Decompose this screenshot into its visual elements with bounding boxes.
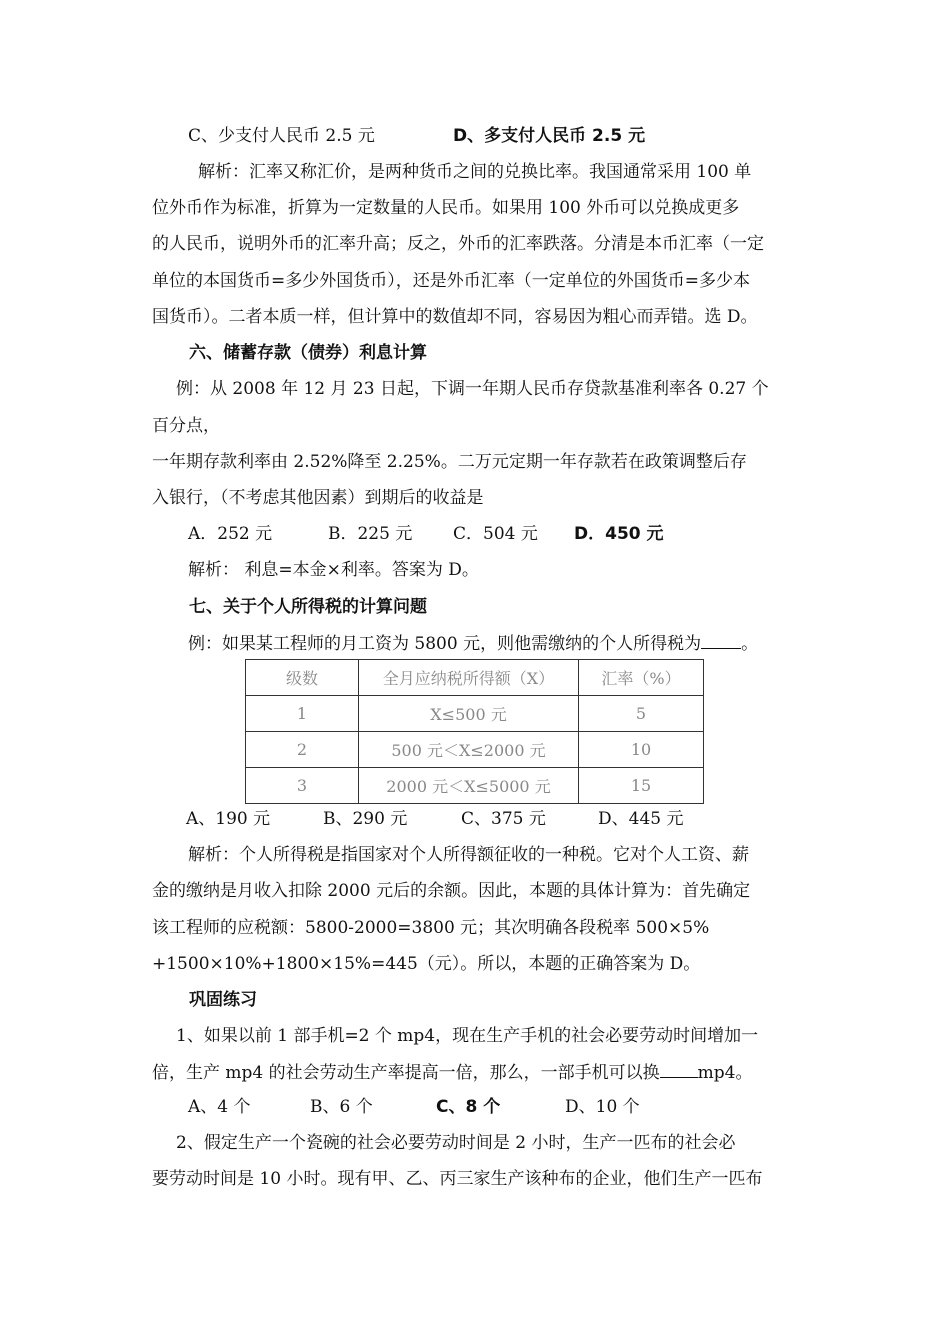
table-cell: 2 [246, 732, 359, 768]
header-cell: 全月应纳税所得额（X） [359, 660, 579, 696]
option-d-answer: D．450 元 [574, 524, 664, 544]
table-row [246, 696, 704, 732]
text-line: 的人民币，说明外币的汇率升高；反之，外币的汇率跌落。分清是本币汇率（一定 [152, 234, 764, 254]
text-line: +1500×10%+1800×15%=445（元）。所以，本题的正确答案为 D。 [152, 954, 701, 974]
text-line: 国货币）。二者本质一样，但计算中的数值却不同，容易因为粗心而弄错。选 D。 [152, 307, 758, 327]
answer-blank [660, 1059, 698, 1078]
table-cell: X≤500 元 [359, 696, 579, 732]
table-cell: 2000 元＜X≤5000 元 [359, 768, 579, 804]
text-line: 例：从 2008 年 12 月 23 日起，下调一年期人民币存贷款基准利率各 0.27 个 [176, 379, 769, 399]
table-row [246, 768, 704, 804]
option-a: A、4 个 [188, 1097, 251, 1117]
text-line: 百分点， [152, 416, 220, 436]
option-d-top: D、多支付人民币 2.5 元 [453, 126, 646, 146]
answer-blank [701, 630, 741, 649]
tax-rate-table [245, 659, 704, 804]
text-line: 解析：个人所得税是指国家对个人所得额征收的一种税。它对个人工资、薪 [188, 845, 749, 865]
text-line: 位外币作为标准，折算为一定数量的人民币。如果用 100 外币可以兑换成更多 [152, 198, 740, 218]
text-line: 一年期存款利率由 2.52%降至 2.25%。二万元定期一年存款若在政策调整后存 [152, 452, 747, 472]
table-row [246, 732, 704, 768]
header-cell: 汇率（%） [579, 660, 704, 696]
table-cell: 3 [246, 768, 359, 804]
option-b: B．225 元 [328, 524, 413, 544]
option-c: C．504 元 [453, 524, 538, 544]
text-line: 解析：汇率又称汇价，是两种货币之间的兑换比率。我国通常采用 100 单 [198, 162, 752, 182]
text-line: 该工程师的应税额：5800-2000=3800 元；其次明确各段税率 500×5% [152, 918, 710, 938]
text-line: 入银行，（不考虑其他因素）到期后的收益是 [152, 488, 484, 508]
option-b: B、6 个 [310, 1097, 373, 1117]
table-cell: 5 [579, 696, 704, 732]
question-1-line: 1、如果以前 1 部手机=2 个 mp4，现在生产手机的社会必要劳动时间增加一 [176, 1026, 759, 1046]
analysis-interest: 解析： 利息=本金×利率。答案为 D。 [188, 560, 479, 580]
question-end: mp4。 [697, 1063, 753, 1083]
option-d: D、445 元 [598, 809, 684, 829]
text-line: 单位的本国货币=多少外国货币），还是外币汇率（一定单位的外国货币=多少本 [152, 271, 750, 291]
question-1-line [152, 1059, 752, 1086]
table-cell: 10 [579, 732, 704, 768]
table-header-row [246, 660, 704, 696]
section-heading-practice: 巩固练习 [189, 990, 257, 1010]
option-b: B、290 元 [323, 809, 408, 829]
header-cell: 级数 [246, 660, 359, 696]
option-c-answer: C、8 个 [436, 1097, 501, 1117]
section-heading-income-tax: 七、关于个人所得税的计算问题 [189, 597, 427, 617]
option-d: D、10 个 [565, 1097, 640, 1117]
example-end: 。 [741, 634, 759, 654]
section-heading-savings: 六、储蓄存款（债券）利息计算 [189, 343, 427, 363]
option-a: A．252 元 [188, 524, 273, 544]
table-cell: 1 [246, 696, 359, 732]
question-2-line: 2、假定生产一个瓷碗的社会必要劳动时间是 2 小时，生产一匹布的社会必 [176, 1133, 736, 1153]
option-a: A、190 元 [186, 809, 271, 829]
table-cell: 15 [579, 768, 704, 804]
option-c-top: C、少支付人民币 2.5 元 [188, 126, 375, 146]
option-c: C、375 元 [461, 809, 546, 829]
table-cell: 500 元＜X≤2000 元 [359, 732, 579, 768]
text-line: 金的缴纳是月收入扣除 2000 元后的余额。因此，本题的具体计算为：首先确定 [152, 881, 751, 901]
question-2-line: 要劳动时间是 10 小时。现有甲、乙、丙三家生产该种布的企业，他们生产一匹布 [152, 1169, 763, 1189]
question-text: 倍，生产 mp4 的社会劳动生产率提高一倍，那么，一部手机可以换 [152, 1063, 660, 1083]
example-income-tax [188, 630, 758, 657]
example-text: 例：如果某工程师的月工资为 5800 元，则他需缴纳的个人所得税为 [188, 634, 702, 654]
